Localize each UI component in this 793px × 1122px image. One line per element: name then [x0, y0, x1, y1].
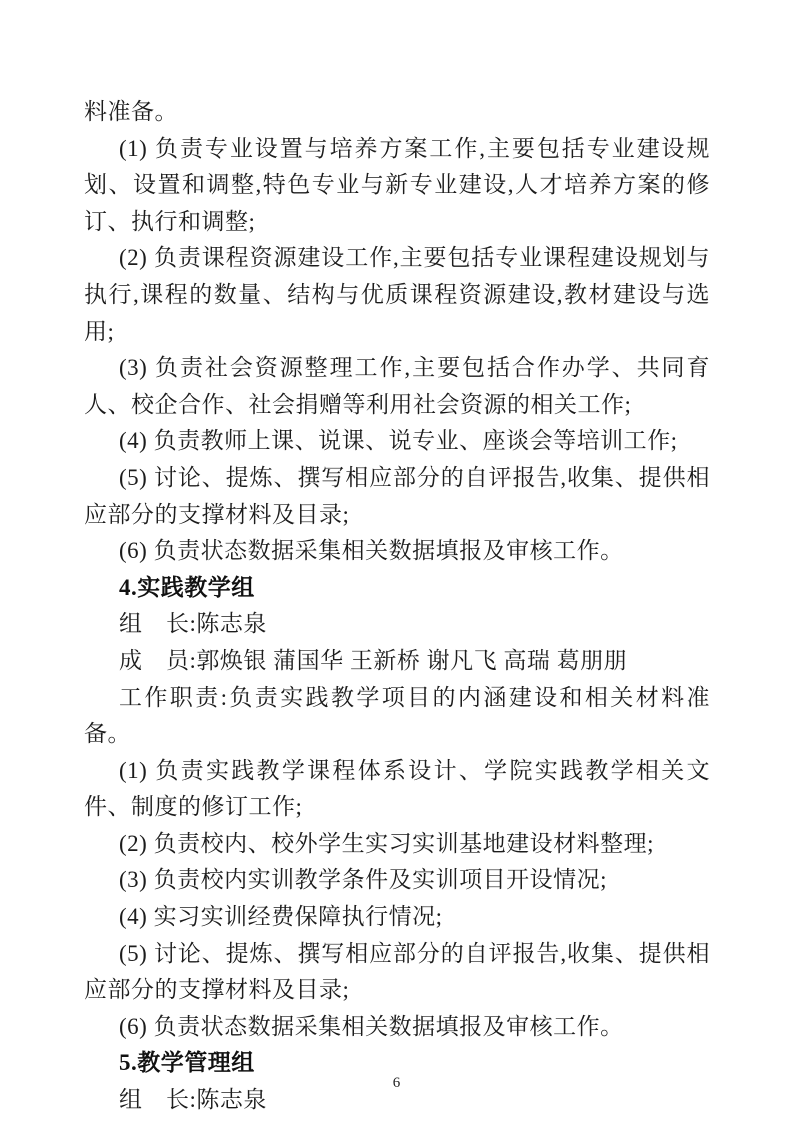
paragraph: (5) 讨论、提炼、撰写相应部分的自评报告,收集、提供相应部分的支撑材料及目录;: [84, 940, 710, 1003]
paragraph: 成 员:郭焕银 蒲国华 王新桥 谢凡飞 高瑞 葛朋朋: [119, 647, 628, 673]
section-heading: 4.实践教学组: [119, 574, 255, 600]
paragraph: 工作职责:负责实践教学项目的内涵建设和相关材料准备。: [84, 684, 710, 747]
document-body: [84, 94, 710, 1119]
paragraph: (3) 负责社会资源整理工作,主要包括合作办学、共同育人、校企合作、社会捐赠等利用社会资源的相关工作;: [84, 355, 710, 417]
paragraph: (6) 负责状态数据采集相关数据填报及审核工作。: [119, 1013, 624, 1039]
paragraph: 组 长:陈志泉: [119, 611, 267, 637]
section-heading: 5.教学管理组: [119, 1050, 255, 1076]
paragraph: (3) 负责校内实训教学条件及实训项目开设情况;: [119, 867, 607, 893]
paragraph: 料准备。: [84, 99, 178, 124]
paragraph: (1) 负责实践教学课程体系设计、学院实践教学相关文件、制度的修订工作;: [84, 757, 710, 820]
paragraph: (5) 讨论、提炼、撰写相应部分的自评报告,收集、提供相应部分的支撑材料及目录;: [84, 464, 710, 527]
paragraph: 组 长:陈志泉: [119, 1087, 267, 1113]
paragraph: (2) 负责校内、校外学生实习实训基地建设材料整理;: [119, 830, 654, 856]
paragraph: (2) 负责课程资源建设工作,主要包括专业课程建设规划与执行,课程的数量、结构与优质课程资源建设,教材建设与选用;: [84, 245, 710, 344]
paragraph: (1) 负责专业设置与培养方案工作,主要包括专业建设规划、设置和调整,特色专业与新专业建设,人才培养方案的修订、执行和调整;: [84, 135, 710, 234]
paragraph: (4) 负责教师上课、说课、说专业、座谈会等培训工作;: [119, 428, 678, 454]
paragraph: (6) 负责状态数据采集相关数据填报及审核工作。: [119, 538, 624, 564]
page-number: 6: [392, 1075, 401, 1091]
paragraph: (4) 实习实训经费保障执行情况;: [119, 904, 443, 930]
